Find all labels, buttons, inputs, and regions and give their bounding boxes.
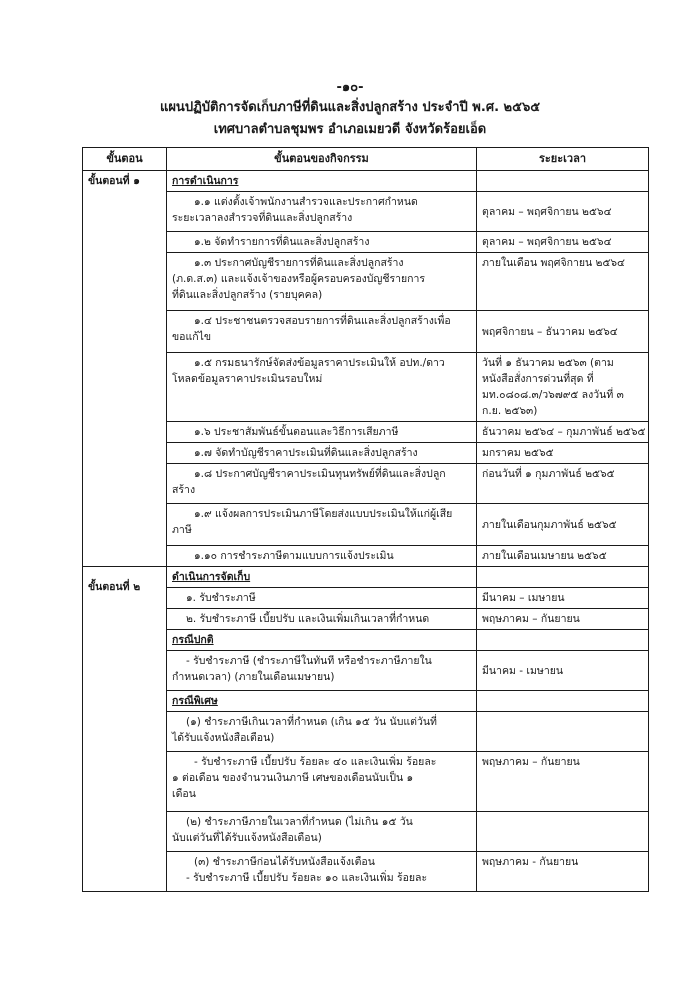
document-title: แผนปฏิบัติการจัดเก็บภาษีที่ดินและสิ่งปลูกสร้าง ประจำปี พ.ศ. ๒๕๖๕ (159, 100, 541, 115)
step-1-label: ขั้นตอนที่ ๑ (83, 171, 167, 567)
activity-cell: ๑.๘ ประกาศบัญชีราคาประเมินทุนทรัพย์ที่ดินและสิ่งปลูก สร้าง (167, 464, 477, 504)
activity-cell: ๑.๕ กรมธนารักษ์จัดส่งข้อมูลราคาประเมินให้ อปท./ดาว โหลดข้อมูลราคาประเมินรอบใหม่ (167, 353, 477, 422)
period-cell: ภายในเดือน พฤศจิกายน ๒๕๖๔ (477, 253, 649, 311)
table-row (83, 311, 649, 353)
period-cell: ภายในเดือนกุมภาพันธ์ ๒๕๖๕ (477, 504, 649, 546)
activity-cell: - รับชำระภาษี (ชำระภาษีในทันที หรือชำระภาษีภายใน กำหนดเวลา) (ภายในเดือนเมษายน) (167, 651, 477, 691)
table-row (83, 609, 649, 630)
period-cell: ภายในเดือนเมษายน ๒๕๖๕ (477, 546, 649, 567)
period-cell (477, 567, 649, 588)
table-row (83, 691, 649, 712)
table-row (83, 588, 649, 609)
activity-cell: ๑.๒ จัดทำรายการที่ดินและสิ่งปลูกสร้าง (167, 232, 477, 253)
table-row (83, 422, 649, 443)
period-cell: ตุลาคม – พฤศจิกายน ๒๕๖๔ (477, 192, 649, 232)
table-row (83, 192, 649, 232)
period-cell: ธันวาคม ๒๕๖๔ – กุมภาพันธ์ ๒๕๖๕ (477, 422, 649, 443)
table-row (83, 812, 649, 852)
activity-cell: กรณีปกติ (167, 630, 477, 651)
activity-cell: (๒) ชำระภาษีภายในเวลาที่กำหนด (ไม่เกิน ๑๕ วัน นับแต่วันที่ได้รับแจ้งหนังสือเตือน) (167, 812, 477, 852)
period-cell (477, 630, 649, 651)
period-cell: ตุลาคม – พฤศจิกายน ๒๕๖๔ (477, 232, 649, 253)
activity-cell: ๑. รับชำระภาษี (167, 588, 477, 609)
period-cell: ก่อนวันที่ ๑ กุมภาพันธ์ ๒๕๖๕ (477, 464, 649, 504)
activity-cell: (๑) ชำระภาษีเกินเวลาที่กำหนด (เกิน ๑๕ วัน นับแต่วันที่ ได้รับแจ้งหนังสือเตือน) (167, 712, 477, 752)
activity-cell: - รับชำระภาษี เบี้ยปรับ ร้อยละ ๔๐ และเงินเพิ่ม ร้อยละ ๑ ต่อเดือน ของจำนวนเงินภาษี เศษของเดือนนับเป็น ๑ เดือน (167, 752, 477, 812)
activity-cell: ๒. รับชำระภาษี เบี้ยปรับ และเงินเพิ่มเกินเวลาที่กำหนด (167, 609, 477, 630)
period-cell: พฤษภาคม - กันยายน (477, 852, 649, 892)
activity-cell: การดำเนินการ (167, 171, 477, 192)
activity-cell: ๑.๑ แต่งตั้งเจ้าพนักงานสำรวจและประกาศกำหนด ระยะเวลาลงสำรวจที่ดินและสิ่งปลูกสร้าง (167, 192, 477, 232)
table-row (83, 651, 649, 691)
activity-cell: ๑.๙ แจ้งผลการประเมินภาษีโดยส่งแบบประเมินให้แก่ผู้เสีย ภาษี (167, 504, 477, 546)
document-subtitle: เทศบาลตำบลชุมพร อำเภอเมยวดี จังหวัดร้อยเอ็ด (213, 122, 487, 137)
activity-cell: ๑.๖ ประชาสัมพันธ์ขั้นตอนและวิธีการเสียภาษี (167, 422, 477, 443)
period-cell (477, 691, 649, 712)
table-row (83, 443, 649, 464)
column-header-step: ขั้นตอน (83, 148, 167, 171)
table-row (83, 504, 649, 546)
table-row (83, 353, 649, 422)
period-cell: มีนาคม – เมษายน (477, 588, 649, 609)
column-header-period: ระยะเวลา (477, 148, 649, 171)
activity-cell: ๑.๓ ประกาศบัญชีรายการที่ดินและสิ่งปลูกสร้าง (ภ.ด.ส.๓) และแจ้งเจ้าของหรือผู้ครอบครองบัญชีรายการ ที่ดินและสิ่งปลูกสร้าง (รายบุคคล) (167, 253, 477, 311)
period-cell: พฤษภาคม – กันยายน (477, 752, 649, 812)
period-cell: วันที่ ๑ ธันวาคม ๒๕๖๓ (ตามหนังสือสั่งการด่วนที่สุด ที่ มท.๐๘๐๘.๓/ว๖๗๙๕ ลงวันที่ ๓ ก.ย. ๒๕๖๓) (477, 353, 649, 422)
activity-cell: (๓) ชำระภาษีก่อนได้รับหนังสือแจ้งเตือน - รับชำระภาษี เบี้ยปรับ ร้อยละ ๑๐ และเงินเพิ่ม ร้อยละ (167, 852, 477, 892)
table-header-row (83, 148, 649, 171)
table-row (83, 464, 649, 504)
table-row (83, 546, 649, 567)
table-row (83, 712, 649, 752)
table-row (83, 253, 649, 311)
activity-cell: ๑.๔ ประชาชนตรวจสอบรายการที่ดินและสิ่งปลูกสร้างเพื่อ ขอแก้ไข (167, 311, 477, 353)
table-row (83, 171, 649, 192)
period-cell: มีนาคม - เมษายน (477, 651, 649, 691)
activity-cell: ๑.๑๐ การชำระภาษีตามแบบการแจ้งประเมิน (167, 546, 477, 567)
page-number: -๑๐- (336, 80, 364, 95)
table-row (83, 567, 649, 588)
table-row (83, 232, 649, 253)
action-plan-table (82, 147, 649, 892)
period-cell: พฤศจิกายน – ธันวาคม ๒๕๖๔ (477, 311, 649, 353)
period-cell (477, 712, 649, 752)
period-cell (477, 812, 649, 852)
activity-cell: ๑.๗ จัดทำบัญชีราคาประเมินที่ดินและสิ่งปลูกสร้าง (167, 443, 477, 464)
activity-cell: ดำเนินการจัดเก็บ (167, 567, 477, 588)
period-cell: พฤษภาคม – กันยายน (477, 609, 649, 630)
period-cell (477, 171, 649, 192)
step-2-label: ขั้นตอนที่ ๒ (83, 567, 167, 892)
column-header-activity: ขั้นตอนของกิจกรรม (167, 148, 477, 171)
activity-cell: กรณีพิเศษ (167, 691, 477, 712)
period-cell: มกราคม ๒๕๖๕ (477, 443, 649, 464)
table-row (83, 752, 649, 812)
table-row (83, 852, 649, 892)
table-row (83, 630, 649, 651)
